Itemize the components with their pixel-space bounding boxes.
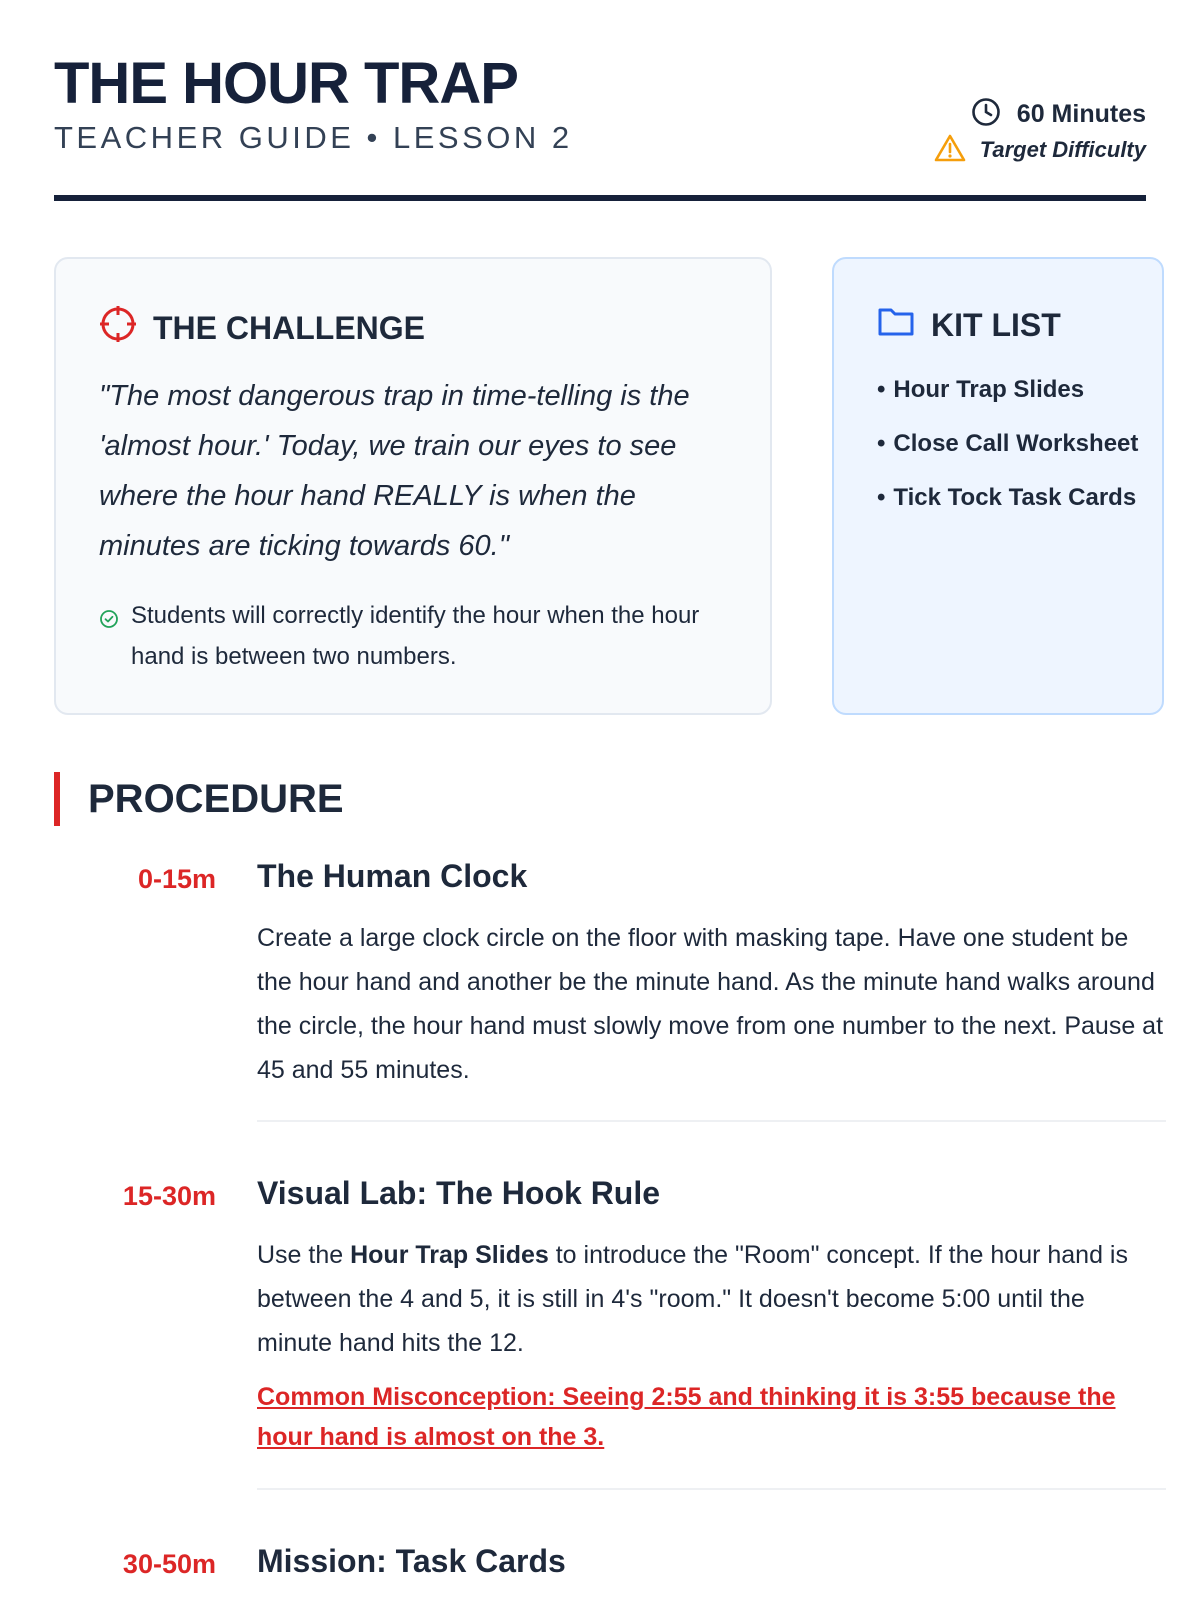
difficulty-label: Target Difficulty [979, 137, 1146, 162]
step-description [257, 1233, 1166, 1365]
step-title: Visual Lab: The Hook Rule [257, 1175, 661, 1211]
kit-list-card [832, 257, 1164, 715]
page-title: THE HOUR TRAP [54, 51, 518, 116]
step-description: Create a large clock circle on the floor with masking tape. Have one student be the hour hand and another be the minute hand. As the minute hand walks around the circle, the hour hand must slowly move from one number to the next. Pause at 45 and 55 minutes. [257, 924, 1164, 1084]
kit-item: • Hour Trap Slides [877, 369, 1147, 410]
page-header [54, 52, 1146, 202]
procedure-heading [54, 772, 344, 826]
step-time: 15-30m [122, 1181, 216, 1211]
slides-reference: Hour Trap Slides [350, 1241, 549, 1269]
lesson-meta [934, 96, 1146, 168]
step-description-text: to introduce the "Room" concept. If the hour hand is between the 4 and 5, it is still in 4's "room." It doesn't become 5:00 until the minute hand hits the 12. [257, 1241, 1128, 1357]
difficulty-row [934, 132, 1146, 168]
step-title: Mission: Task Cards [257, 1543, 566, 1579]
target-icon [99, 305, 153, 351]
objective-text: Students will correctly identify the hour when the hour hand is between two numbers. [131, 602, 700, 670]
challenge-card [54, 257, 772, 715]
kit-item: • Close Call Worksheet [877, 423, 1147, 464]
duration-row [934, 96, 1146, 132]
clock-icon [971, 97, 1001, 132]
folder-icon [877, 305, 931, 345]
check-circle-icon [99, 609, 119, 677]
kit-title [877, 305, 1061, 345]
misconception-warning: Common Misconception: Seeing 2:55 and thinking it is 3:55 because the hour hand is almost on the 3. [257, 1383, 1116, 1451]
header-divider [54, 195, 1146, 201]
step-description-text: Use the [257, 1241, 351, 1269]
step-divider [257, 1120, 1166, 1122]
step-time: 30-50m [122, 1549, 216, 1579]
step-body [257, 1173, 1166, 1457]
step-body [257, 856, 1166, 1092]
duration-label: 60 Minutes [1016, 99, 1146, 128]
step-divider [257, 1488, 1166, 1490]
page-subtitle: TEACHER GUIDE • LESSON 2 [54, 120, 573, 155]
challenge-quote: "The most dangerous trap in time-telling is the 'almost hour.' Today, we train our eyes to see where the hour hand REALLY is when the minutes are ticking towards 60." [99, 380, 690, 562]
kit-items [877, 369, 1147, 531]
learning-objective [99, 595, 739, 677]
step-title: The Human Clock [257, 858, 528, 894]
step-time: 0-15m [137, 864, 216, 894]
procedure-accent-bar [54, 772, 60, 826]
kit-item: • Tick Tock Task Cards [877, 477, 1147, 518]
challenge-title-text: THE CHALLENGE [153, 309, 425, 346]
warning-icon [934, 134, 966, 167]
procedure-title: PROCEDURE [88, 776, 344, 821]
challenge-title [99, 305, 425, 351]
kit-title-text: KIT LIST [931, 306, 1061, 343]
step-body [257, 1541, 1166, 1581]
